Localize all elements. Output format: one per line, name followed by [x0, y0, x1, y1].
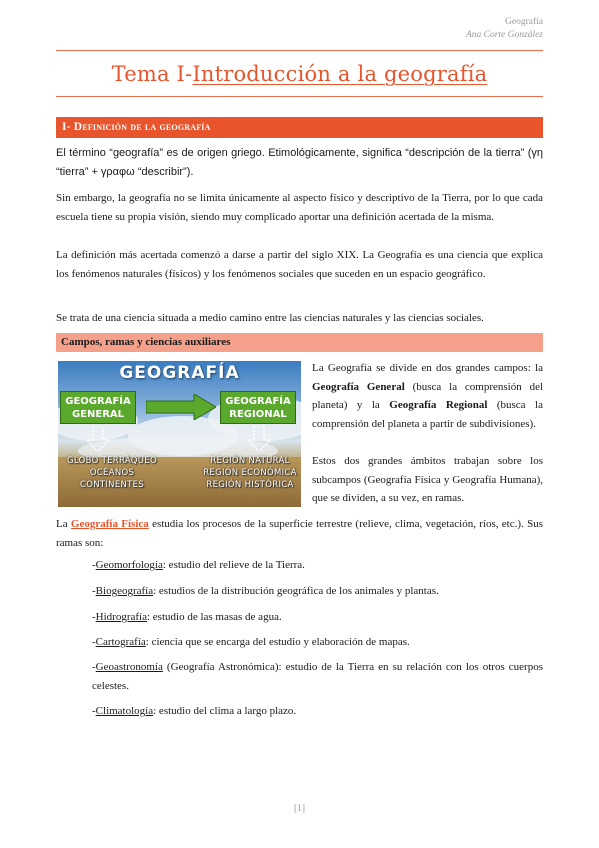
- text-run: estudia los procesos de la superficie terrestre (relieve, clima, vegetación, ríos, etc.). Sus ramas son:: [56, 518, 543, 549]
- term-regional: Geografía Regional: [389, 399, 488, 411]
- list-item: -Geomorfología: estudio del relieve de la Tierra.: [92, 559, 305, 571]
- course-name: Geografía: [505, 17, 543, 27]
- branch-term: Climatología: [95, 705, 154, 717]
- branch-term: Cartografía: [95, 636, 146, 648]
- diagram-general-items: [62, 455, 162, 491]
- diagram-box-general: GEOGRAFÍA GENERAL: [60, 391, 136, 424]
- diagram-regional-items: [198, 455, 301, 491]
- paragraph-subfields: Estos dos grandes ámbitos trabajan sobre los subcampos (Geografía Física y Geografía Humana), que se dividen, a su vez, en ramas.: [312, 455, 543, 504]
- list-item: -Climatología: estudio del clima a largo plazo.: [92, 705, 297, 717]
- paragraph-definition: La definición más acertada comenzó a darse a partir del siglo XIX. La Geografía es una ciencia que explica los fenómenos naturales (físicos) y los fenómenos sociales que suceden en un espacio geográfico.: [56, 249, 543, 280]
- branch-term: Hidrografía: [95, 611, 147, 623]
- paragraph-scope: Sin embargo, la geografía no se limita únicamente al aspecto físico y descriptivo de la Tierra, por lo que cada escuela tiene su propia visión, siendo muy complicado aportar una definición acertada de la misma.: [56, 192, 543, 223]
- diagram-item: REGIÓN NATURAL: [210, 456, 290, 466]
- list-item: -Geoastronomía (Geografía Astronómica): estudio de la Tierra en su relación con los otros cuerpos celestes.: [92, 661, 543, 692]
- diagram-item: CONTINENTES: [79, 480, 145, 490]
- geography-diagram-image: [58, 361, 301, 507]
- branch-description: (Geografía Astronómica): estudio de la Tierra en su relación con los otros cuerpos celestes.: [92, 661, 543, 692]
- diagram-title: GEOGRAFÍA: [119, 363, 240, 383]
- branch-description: : ciencia que se encarga del estudio y elaboración de mapas.: [145, 636, 410, 648]
- list-item: -Biogeografía: estudios de la distribución geográfica de los animales y plantas.: [92, 585, 439, 597]
- text-run: La: [56, 518, 71, 530]
- down-arrow-icon: [87, 426, 109, 452]
- paragraph-fields: [312, 359, 543, 433]
- page-number: [1]: [293, 804, 306, 814]
- right-arrow-icon: [146, 394, 216, 420]
- list-item: -Hidrografía: estudio de las masas de agua.: [92, 611, 282, 623]
- diagram-box-regional: GEOGRAFÍA REGIONAL: [220, 391, 296, 424]
- diagram-item: OCÉANOS: [89, 468, 135, 478]
- page-title: [56, 62, 543, 86]
- header-divider: [56, 50, 543, 51]
- paragraph-physical-geography: [56, 515, 543, 552]
- text-run: (busca la comprensión del planeta) y la: [312, 380, 544, 411]
- diagram-item: GLOBO TERRÁQUEO: [67, 456, 157, 466]
- author-name: Ana Corte González: [465, 30, 543, 40]
- title-divider: [56, 96, 543, 97]
- list-item: -Cartografía: ciencia que se encarga del estudio y elaboración de mapas.: [92, 636, 410, 648]
- term-physical-geography: Geografía Física: [70, 518, 149, 530]
- diagram-item: REGIÓN ECONÓMICA: [203, 468, 297, 478]
- title-main: Introducción a la geografía: [192, 62, 488, 86]
- section-heading: I- Definición de la geografía: [56, 117, 543, 138]
- running-header: [466, 16, 543, 42]
- branch-description: : estudios de la distribución geográfica de los animales y plantas.: [153, 585, 439, 597]
- branch-term: Biogeografía: [95, 585, 154, 597]
- paragraph-etymology: El término “geografía” es de origen griego. Etimológicamente, significa “descripción de la tierra” (γη “tierra” + γραφω “describir”).: [56, 147, 543, 178]
- branch-term: Geoastronomía: [95, 661, 163, 673]
- subsection-heading: Campos, ramas y ciencias auxiliares: [56, 333, 543, 352]
- text-run: (busca la comprensión del planeta a partir de subdivisiones).: [312, 399, 543, 430]
- branch-description: : estudio de las masas de agua.: [146, 611, 282, 623]
- paragraph-position: Se trata de una ciencia situada a medio camino entre las ciencias naturales y las ciencias sociales.: [56, 312, 484, 324]
- down-arrow-icon: [248, 426, 270, 452]
- diagram-item: REGIÓN HISTÓRICA: [206, 480, 294, 490]
- text-run: La Geografía se divide en dos grandes campos: la: [312, 362, 543, 374]
- branch-description: : estudio del clima a largo plazo.: [153, 705, 297, 717]
- branch-term: Geomorfología: [95, 559, 163, 571]
- branch-description: : estudio del relieve de la Tierra.: [162, 559, 305, 571]
- title-prefix: Tema I-: [111, 62, 193, 86]
- term-general: Geografía General: [312, 380, 405, 393]
